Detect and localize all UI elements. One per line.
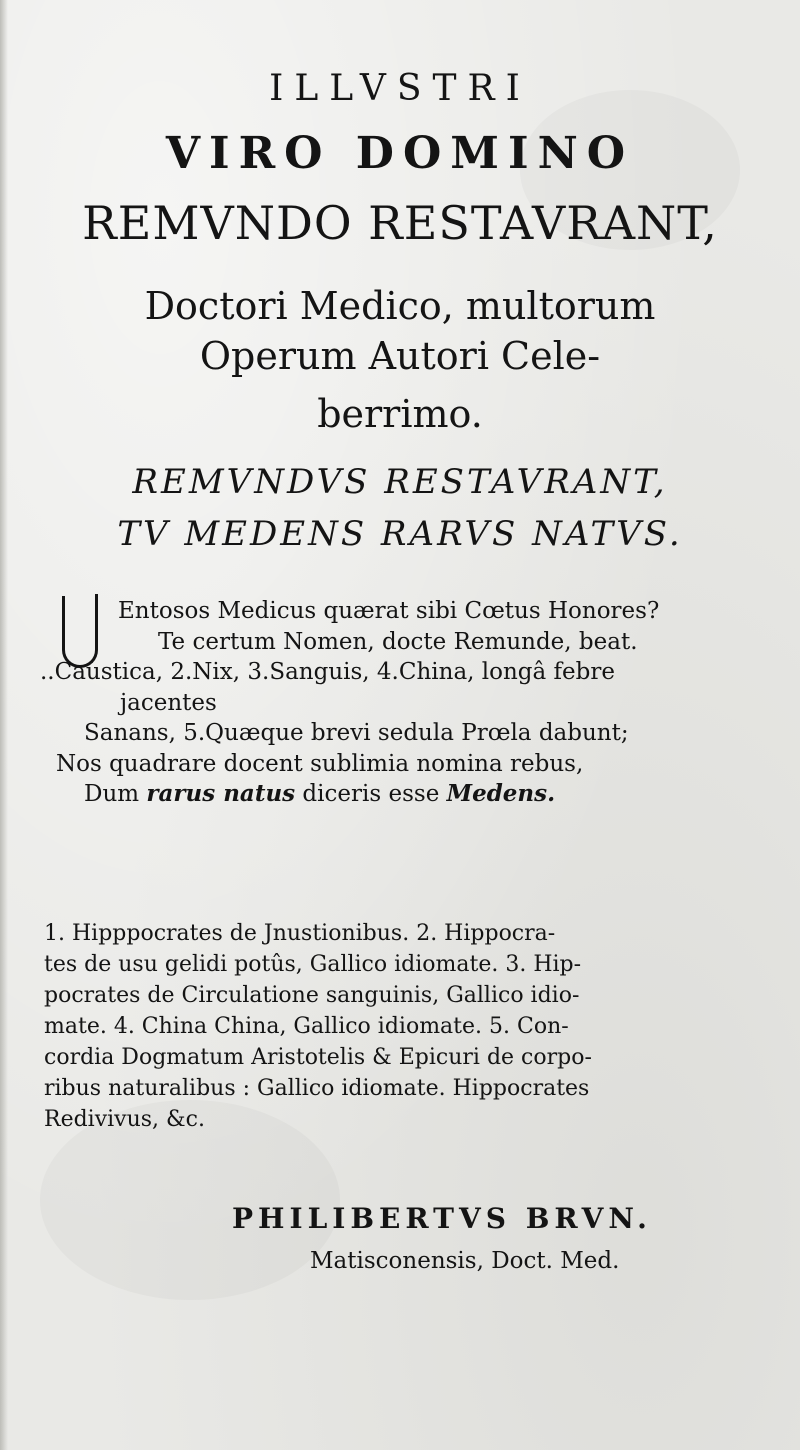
signature-name: PHILIBERTVS BRVN. — [232, 1202, 652, 1235]
footnote-line-4: mate. 4. China China, Gallico idiomate. 5. Con- — [44, 1014, 569, 1039]
poem-line-7-text-b: diceris esse — [295, 781, 447, 807]
poem-line-7-emphasis-2: Medens. — [446, 780, 556, 807]
heading-line-2: VIRO DOMINO — [165, 128, 635, 179]
poem-line-2: Te certum Nomen, docte Remunde, beat. — [158, 628, 638, 655]
footnote-line-2: tes de usu gelidi potûs, Gallico idiomate. 3. Hip- — [44, 952, 582, 977]
poem-line-1: Entosos Medicus quærat sibi Cœtus Honores? — [118, 598, 660, 624]
anagram-line-2: TV MEDENS RARVS NATVS. — [117, 514, 683, 554]
footnote-line-6: ribus naturalibus : Gallico idiomate. Hippocrates — [44, 1076, 590, 1101]
poem-line-5: Sanans, 5.Quæque brevi sedula Prœla dabunt; — [84, 720, 629, 746]
poem-line-7-emphasis-1: rarus natus — [146, 780, 296, 807]
footnote-line-1: 1. Hipppocrates de Jnustionibus. 2. Hippocra- — [44, 921, 556, 946]
signature-title: Matisconensis, Doct. Med. — [310, 1248, 620, 1274]
poem-line-3: ..Caustica, 2.Nix, 3.Sanguis, 4.China, longâ febre — [40, 659, 615, 685]
heading-line-4: Doctori Medico, multorum — [144, 284, 656, 328]
footnote-line-7: Redivivus, &c. — [44, 1107, 205, 1132]
heading-line-3: REMVNDO RESTAVRANT, — [82, 196, 718, 250]
drop-cap-v-icon — [62, 596, 98, 668]
heading-line-5: Operum Autori Cele- — [199, 334, 601, 378]
poem-line-6: Nos quadrare docent sublimia nomina rebus, — [56, 750, 584, 777]
heading-line-1: ILLVSTRI — [269, 68, 531, 109]
footnote-line-3: pocrates de Circulatione sanguinis, Gallico idio- — [44, 983, 580, 1008]
poem-line-7 — [40, 779, 780, 810]
poem-line-7-text-a: Dum — [84, 781, 147, 807]
poem-line-4: jacentes — [120, 689, 217, 716]
works-footnote — [44, 918, 764, 1135]
anagram-line-1: REMVNDVS RESTAVRANT, — [132, 462, 668, 502]
heading-line-6: berrimo. — [317, 392, 483, 436]
footnote-line-5: cordia Dogmatum Aristotelis & Epicuri de corpo- — [44, 1045, 592, 1070]
dedication-poem — [40, 596, 780, 810]
